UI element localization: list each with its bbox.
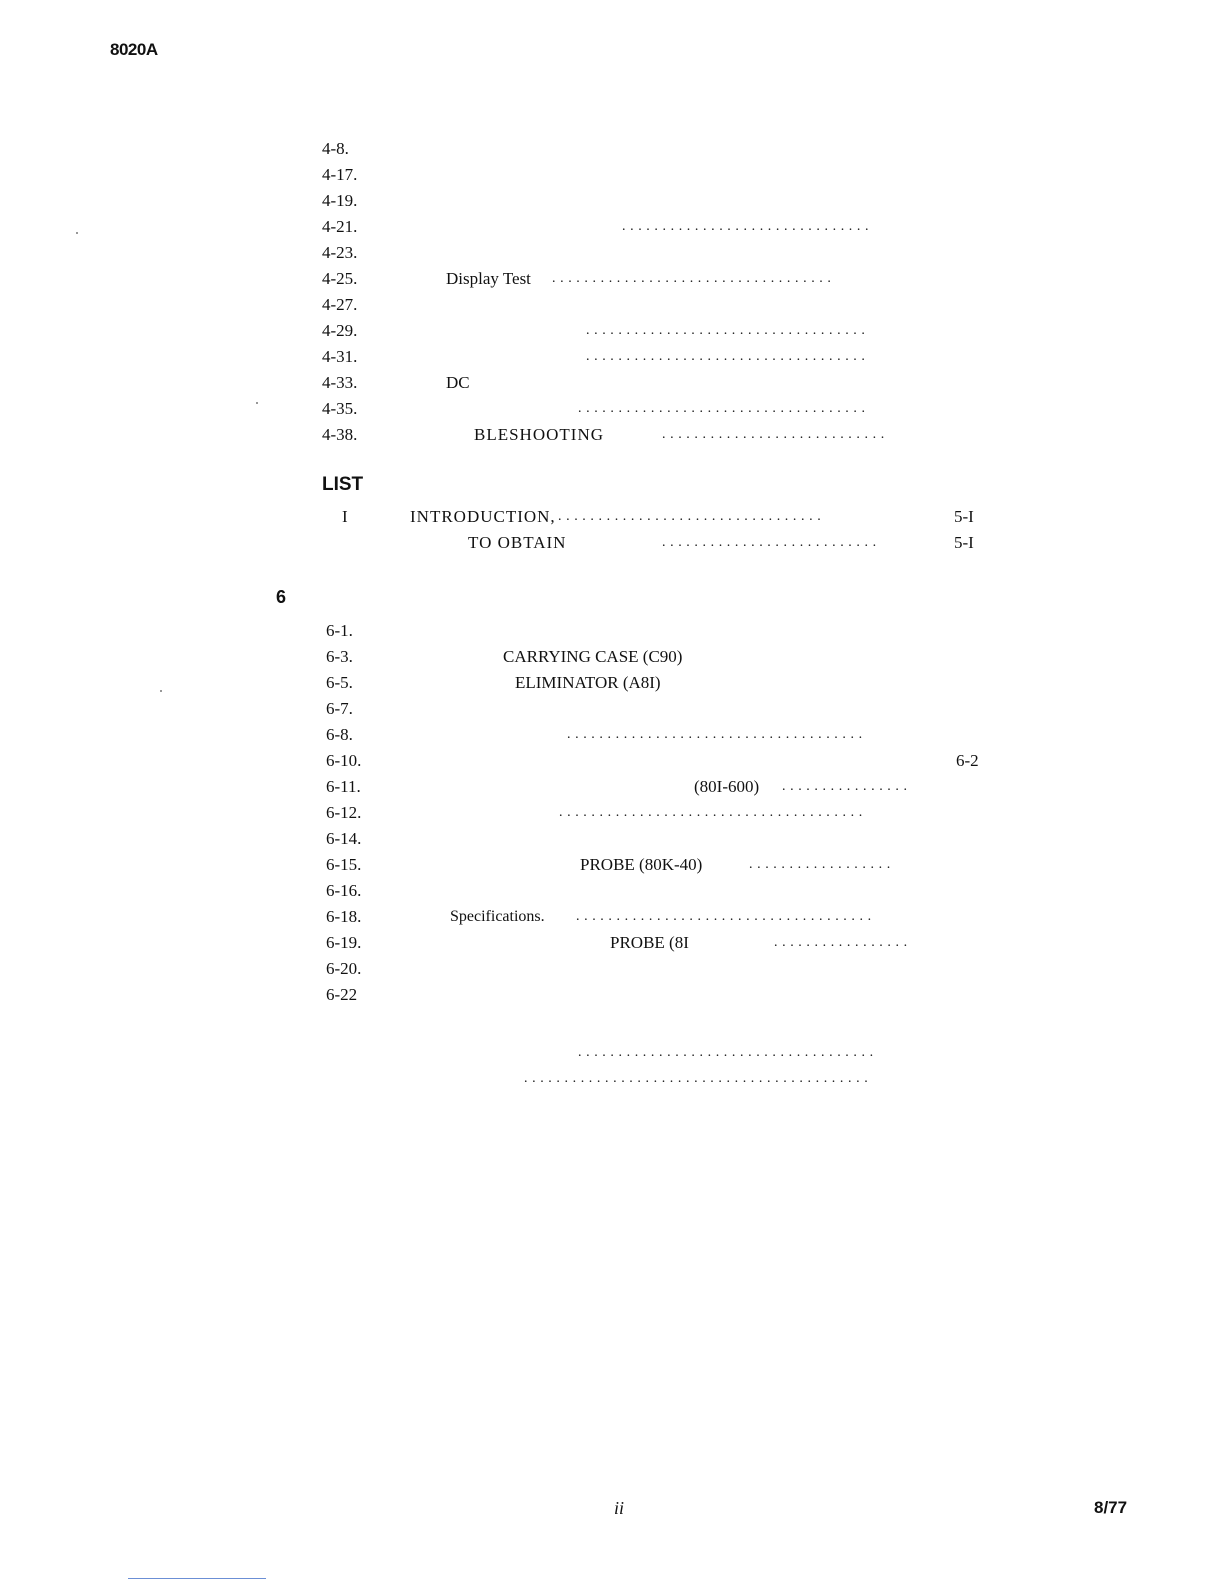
toc-number: 6-22 (326, 985, 358, 1004)
toc-number: 6-3. (326, 647, 353, 666)
toc-row (322, 346, 972, 368)
toc-number: 4-31. (322, 347, 358, 366)
toc-page: 5-I (954, 533, 974, 552)
dot-leader: .................. (749, 857, 895, 872)
dot-leader: ..................................... (567, 727, 867, 742)
dot-leader: ................................. (558, 509, 826, 524)
toc-number: 4-27. (322, 295, 358, 314)
scan-speck (256, 402, 258, 404)
toc-row (326, 984, 976, 1006)
toc-row (326, 802, 976, 824)
toc-row (322, 372, 972, 394)
toc-row (326, 1042, 976, 1064)
toc-title: Specifications. (450, 908, 545, 925)
toc-row (326, 880, 976, 902)
toc-number: 4-38. (322, 425, 358, 444)
toc-row (326, 958, 976, 980)
toc-number: 4-33. (322, 373, 358, 392)
toc-number: 6-5. (326, 673, 353, 692)
toc-number: 6-16. (326, 881, 362, 900)
dot-leader: ..................................... (576, 909, 876, 924)
dot-leader: ................................... (586, 323, 870, 338)
toc-row (322, 268, 972, 290)
toc-page: 6-2 (956, 751, 979, 770)
dot-leader: ........................... (662, 535, 881, 550)
toc-number: 6-1. (326, 621, 353, 640)
scan-speck (76, 232, 78, 234)
toc-number: 6-14. (326, 829, 362, 848)
dot-leader: ................................... (586, 349, 870, 364)
toc-page: 5-I (954, 507, 974, 526)
toc-row (326, 750, 986, 772)
toc-number: 4-29. (322, 321, 358, 340)
section-number: 6 (276, 587, 287, 607)
toc-row (326, 906, 976, 928)
dot-leader: ........................................... (524, 1071, 873, 1086)
toc-number: I (342, 507, 348, 526)
toc-number: 6-7. (326, 699, 353, 718)
toc-title: ELIMINATOR (A8I) (515, 673, 661, 692)
toc-row (326, 646, 976, 668)
dot-leader: ................. (774, 935, 912, 950)
toc-number: 6-20. (326, 959, 362, 978)
toc-title: Display Test (446, 269, 531, 288)
toc-row (322, 294, 972, 316)
toc-row (322, 506, 982, 528)
toc-row (322, 532, 982, 554)
toc-row (322, 242, 972, 264)
toc-row (322, 320, 972, 342)
dot-leader: ............................ (662, 427, 889, 442)
toc-row (326, 854, 976, 876)
model-header: 8020A (110, 40, 158, 59)
toc-row (322, 138, 972, 160)
toc-row (322, 398, 972, 420)
toc-row (326, 1068, 976, 1090)
toc-number: 4-35. (322, 399, 358, 418)
toc-number: 4-8. (322, 139, 349, 158)
dot-leader: .................................... (578, 401, 870, 416)
toc-number: 6-10. (326, 751, 362, 770)
toc-row (322, 190, 972, 212)
dot-leader: ................ (782, 779, 912, 794)
toc-number: 6-19. (326, 933, 362, 952)
toc-row (322, 424, 972, 446)
toc-title: DC (446, 373, 470, 392)
toc-number: 6-8. (326, 725, 353, 744)
toc-row (326, 620, 976, 642)
toc-number: 6-12. (326, 803, 362, 822)
toc-row (322, 216, 972, 238)
toc-title: PROBE (8I (610, 933, 689, 952)
toc-number: 4-23. (322, 243, 358, 262)
toc-number: 6-11. (326, 777, 361, 796)
toc-title: (80I-600) (694, 777, 760, 796)
toc-title: BLESHOOTING (474, 425, 604, 444)
scan-speck (160, 690, 162, 692)
toc-row (326, 828, 976, 850)
toc-number: 6-15. (326, 855, 362, 874)
toc-title: PROBE (80K-40) (580, 855, 703, 874)
toc-title: TO OBTAIN (468, 533, 567, 552)
toc-row (322, 164, 972, 186)
dot-leader: ..................................... (578, 1045, 878, 1060)
page-folio: ii (614, 1498, 625, 1518)
toc-number: 4-21. (322, 217, 358, 236)
toc-number: 4-19. (322, 191, 358, 210)
dot-leader: ...................................... (559, 805, 867, 820)
toc-number: 4-25. (322, 269, 358, 288)
toc-row (326, 932, 976, 954)
dot-leader: ............................... (622, 219, 874, 234)
toc-number: 4-17. (322, 165, 358, 184)
toc-row (326, 672, 976, 694)
list-heading: LIST (322, 474, 364, 495)
dot-leader: ................................... (552, 271, 836, 286)
toc-row (326, 724, 976, 746)
toc-number: 6-18. (326, 907, 362, 926)
toc-title: INTRODUCTION, (410, 507, 556, 526)
toc-row (326, 698, 976, 720)
toc-title: CARRYING CASE (C90) (503, 647, 683, 666)
scan-edge-line (128, 1578, 266, 1579)
revision-date: 8/77 (1094, 1498, 1128, 1517)
toc-row (326, 776, 976, 798)
